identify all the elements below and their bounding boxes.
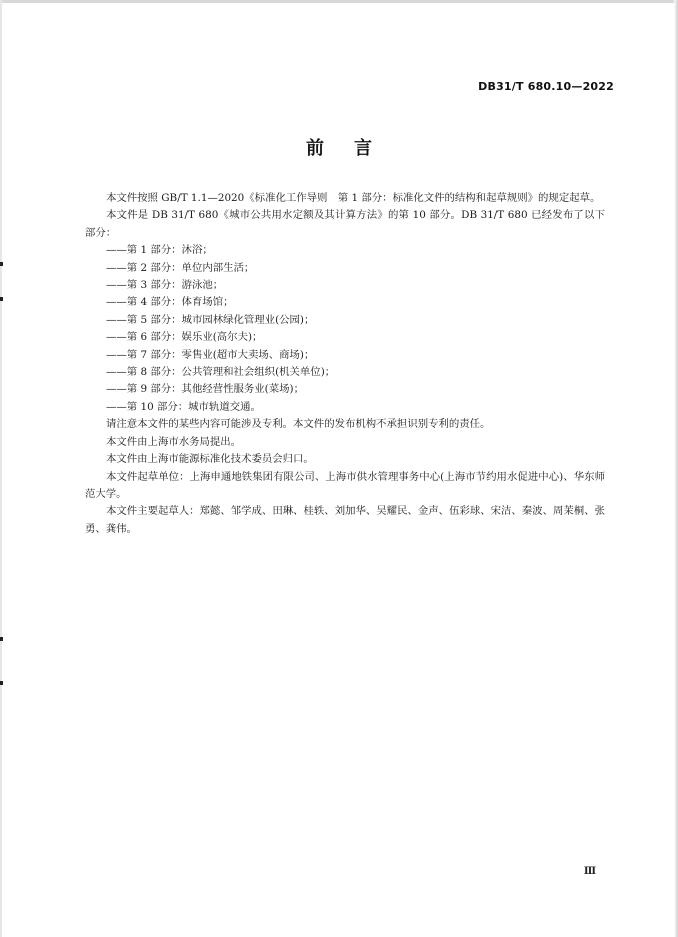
paragraph-drafting-units: 本文件起草单位：上海申通地铁集团有限公司、上海市供水管理事务中心(上海市节约用水促进中心)、华东师范大学。 xyxy=(85,470,605,500)
paragraph-series-parts: 本文件是 DB 31/T 680《城市公共用水定额及其计算方法》的第 10 部分。DB 31/T 680 已经发布了以下部分： xyxy=(85,209,605,239)
page-number: Ⅲ xyxy=(583,866,596,877)
list-item: ——第 2 部分：单位内部生活； xyxy=(106,261,255,274)
list-item: ——第 7 部分：零售业(超市大卖场、商场)； xyxy=(106,348,315,361)
binding-mark xyxy=(0,262,3,266)
paragraph-proposed-by: 本文件由上海市水务局提出。 xyxy=(106,435,242,448)
binding-mark xyxy=(0,637,3,641)
paragraph-patent-notice: 请注意本文件的某些内容可能涉及专利。本文件的发布机构不承担识别专利的责任。 xyxy=(106,418,491,431)
parts-list xyxy=(85,242,605,416)
document-code: DB31/T 680.10—2022 xyxy=(478,80,614,93)
paragraph-drafting-rules: 本文件按照 GB/T 1.1—2020《标准化工作导则 第 1 部分：标准化文件的结构和起草规则》的规定起草。 xyxy=(106,192,601,204)
list-item: ——第 10 部分：城市轨道交通。 xyxy=(106,400,261,413)
list-item: ——第 5 部分：城市园林绿化管理业(公园)； xyxy=(106,313,315,326)
paragraph-centralized-by: 本文件由上海市能源标准化技术委员会归口。 xyxy=(106,453,314,466)
page-top-edge xyxy=(0,0,678,3)
foreword-body xyxy=(85,190,605,538)
list-item: ——第 1 部分：沐浴； xyxy=(106,244,213,257)
binding-mark xyxy=(0,681,3,685)
list-item: ——第 3 部分：游泳池； xyxy=(106,279,224,292)
list-item: ——第 4 部分：体育场馆； xyxy=(106,296,234,309)
paragraph-drafters: 本文件主要起草人：郑懿、邹学成、田琳、桂轶、刘加华、吴耀民、金声、伍彩球、宋洁、秦波、周茉桐、张勇、龚伟。 xyxy=(85,505,605,535)
list-item: ——第 8 部分：公共管理和社会组织(机关单位)； xyxy=(106,366,336,379)
list-item: ——第 9 部分：其他经营性服务业(菜场)； xyxy=(106,383,304,396)
binding-mark xyxy=(0,297,3,301)
list-item: ——第 6 部分：娱乐业(高尔夫)； xyxy=(106,331,263,344)
page-title: 前言 xyxy=(306,138,402,159)
